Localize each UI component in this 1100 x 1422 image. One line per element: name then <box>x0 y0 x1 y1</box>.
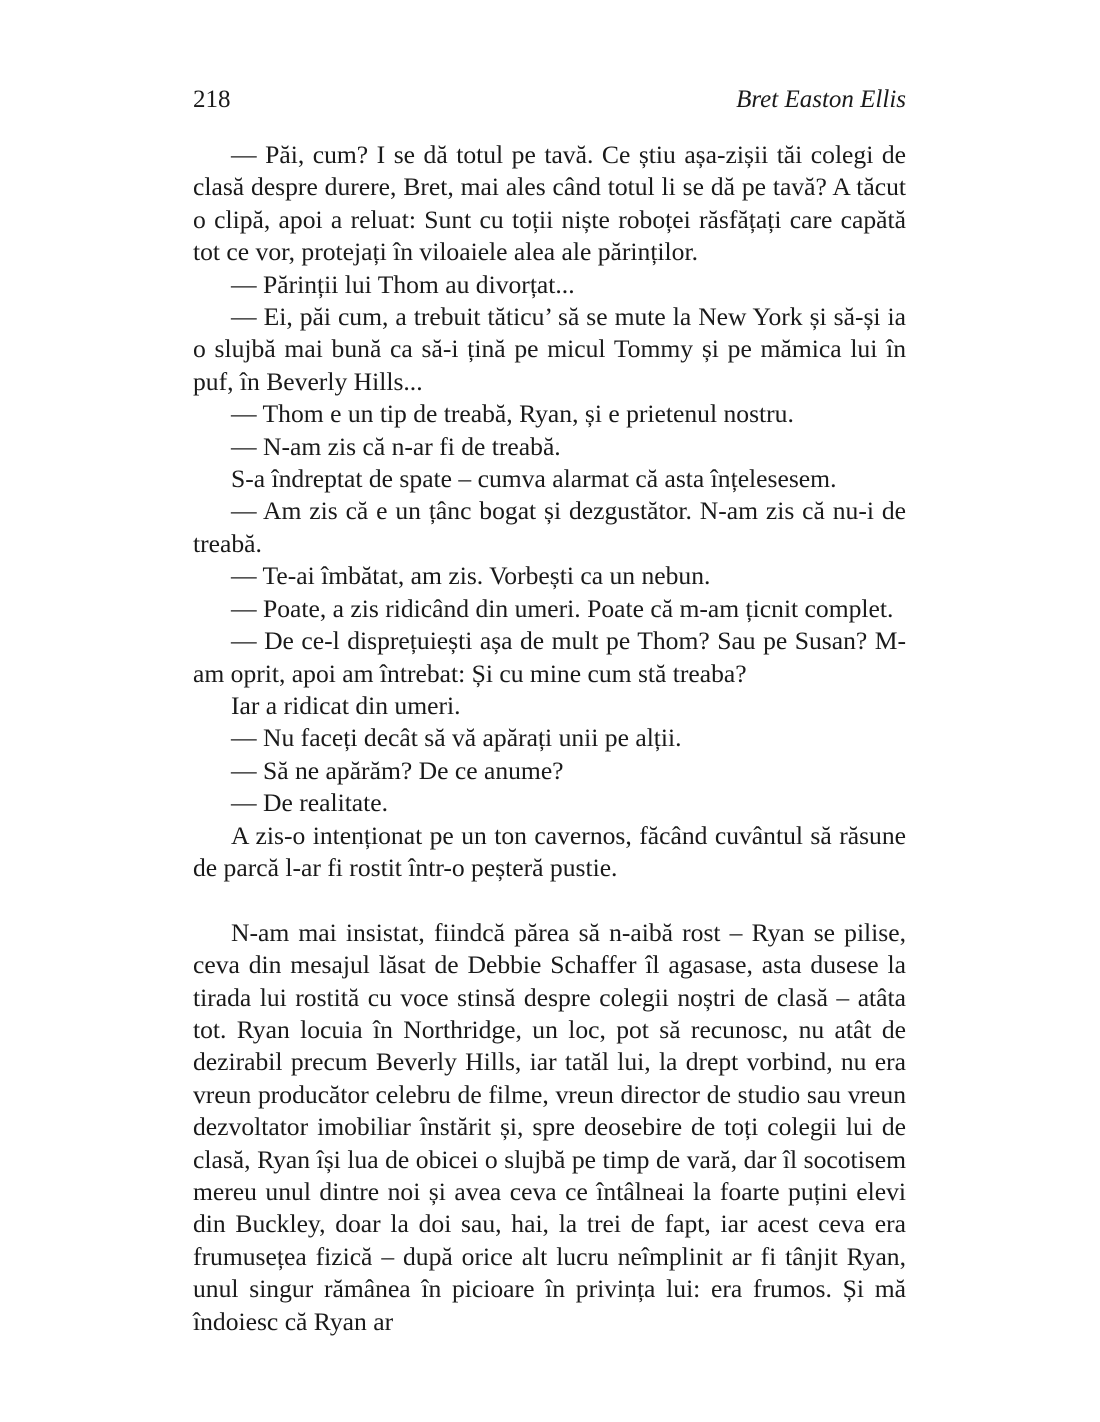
paragraph: A zis-o intenționat pe un ton cavernos, făcând cuvântul să răsune de parcă l-ar fi rostit într-o peșteră pustie. <box>193 820 906 882</box>
paragraph: — Poate, a zis ridicând din umeri. Poate că m-am țicnit complet. <box>231 593 894 623</box>
paragraph: — Am zis că e un țânc bogat și dezgustător. N-am zis că nu-i de treabă. <box>193 496 906 558</box>
paragraph: — De ce-l disprețuiești așa de mult pe Thom? Sau pe Susan? M-am oprit, apoi am întrebat: Și cu mine cum stă treaba? <box>193 626 906 688</box>
paragraph: — Păi, cum? I se dă totul pe tavă. Ce știu așa-zișii tăi colegi de clasă despre durere, Bret, mai ales când totul li se dă pe tavă? A tăcut o clipă, apoi a reluat: Sunt cu toții niște roboței răsfățați care capătă tot ce vor, protejați în viloaiele alea ale părinților. <box>193 140 906 267</box>
paragraph: — N-am zis că n-ar fi de treabă. <box>231 431 561 461</box>
paragraph-section-start: N-am mai insistat, fiindcă părea să n-aibă rost – Ryan se pilise, ceva din mesajul lăsat de Debbie Schaffer îl agasase, asta dusese la tirada lui rostită cu voce stinsă despre colegii noștri de clasă – atâta tot. Ryan locuia în Northridge, un loc, pot să recunosc, nu atât de dezirabil precum Beverly Hills, iar tatăl lui, la drept vorbind, nu era vreun producător celebru de filme, vreun director de studio sau vreun dezvoltator imobiliar înstărit și, spre deosebire de toți colegii lui de clasă, Ryan își lua de obicei o slujbă pe timp de vară, dar îl socotisem mereu unul dintre noi și avea ceva ce întâlneai la foarte puțini elevi din Buckley, doar la doi sau, hai, la trei de fapt, iar acest ceva era frumusețea fizică – după orice alt lucru neîmplinit ar fi tânjit Ryan, unul singur rămânea în picioare în privința lui: era frumos. Și mă îndoiesc că Ryan ar <box>193 917 906 1336</box>
running-head-author: Bret Easton Ellis <box>736 86 906 113</box>
paragraph: — Nu faceți decât să vă apărați unii pe alții. <box>231 723 682 753</box>
paragraph: — Ei, păi cum, a trebuit tăticu’ să se mute la New York și să-și ia o slujbă mai bună ca să-i țină pe micul Tommy și pe mămica lui în puf, în Beverly Hills... <box>193 302 906 396</box>
paragraph: — Thom e un tip de treabă, Ryan, și e prietenul nostru. <box>231 399 794 429</box>
paragraph: — Te-ai îmbătat, am zis. Vorbești ca un nebun. <box>231 561 711 591</box>
page-header <box>193 84 906 116</box>
paragraph: S-a îndreptat de spate – cumva alarmat că asta înțelesesem. <box>231 464 837 494</box>
page-number: 218 <box>193 86 231 113</box>
paragraph: Iar a ridicat din umeri. <box>231 690 461 720</box>
body-text <box>193 139 906 1338</box>
paragraph: — De realitate. <box>231 788 389 818</box>
paragraph: — Părinții lui Thom au divorțat... <box>231 269 575 299</box>
paragraph: — Să ne apărăm? De ce anume? <box>231 755 564 785</box>
